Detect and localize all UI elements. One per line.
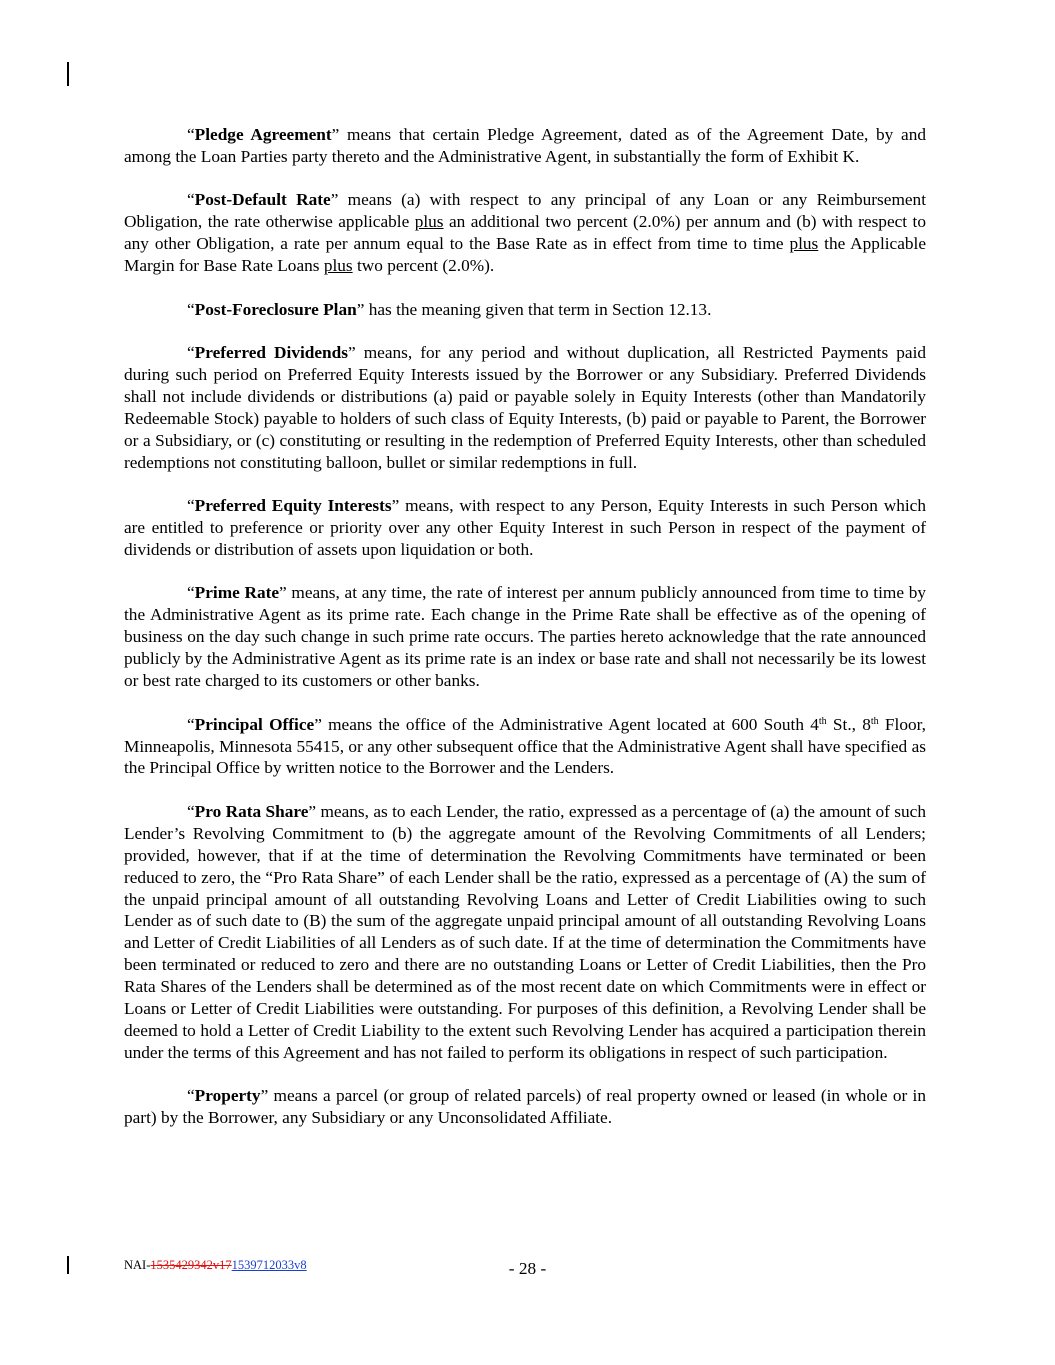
definition-paragraph: “Post-Default Rate” means (a) with respect to any principal of any Loan or any Reimbursement Obligation, the rate otherwise applicable plus an additional two percent (2.0%) per annum and (b) with respect to any other Obligation, a rate per annum equal to the Base Rate as in effect from time to time plus the Applicable Margin for Base Rate Loans plus two percent (2.0%). <box>124 190 926 276</box>
page-number: - 28 - <box>508 1259 547 1278</box>
document-body <box>124 124 926 1151</box>
change-bar-top <box>67 62 69 86</box>
definition-text: means, as to each Lender, the ratio, expressed as a percentage of (a) the amount of such Lender’s Revolving Commitment to (b) the aggregate amount of the Revolving Commitments of all Lenders; provided, however, that if at the time of determination the Revolving Commitments have terminated or been reduced to zero, the “Pro Rata Share” of each Lender shall be the ratio, expressed as a percentage of (A) the sum of the unpaid principal amount of all outstanding Revolving Loans and Letter of Credit Liabilities owing to such Lender as of such date to (B) the sum of the aggregate unpaid principal amount of all outstanding Revolving Loans and Letter of Credit Liabilities of all Lenders as of such date. If at the time of determination the Commitments have been terminated or reduced to zero and there are no outstanding Loans or Letter of Credit Liabilities, then the Pro Rata Shares of the Lenders shall be determined as of the most recent date on which Commitments were in effect or Loans or Letter of Credit Liabilities were outstanding. For purposes of this definition, a Revolving Lender shall be deemed to hold a Letter of Credit Liability to the extent such Revolving Lender has acquired a participation therein under the terms of this Agreement and has not failed to perform its obligations in respect of such participation. <box>124 801 926 1062</box>
doc-id-inserted: 1539712033v8 <box>231 1258 307 1272</box>
definition-text: means the office of the Administrative Agent located at 600 South 4 <box>321 714 819 734</box>
definition-text: two percent (2.0%). <box>352 256 495 276</box>
definition-paragraph: “Preferred Dividends” means, for any period and without duplication, all Restricted Payments paid during such period on Preferred Equity Interests issued by the Borrower or any Subsidiary. Preferred Dividends shall not include dividends or distributions (a) paid or payable solely in Equity Interests (other than Mandatorily Redeemable Stock) payable to holders of such class of Equity Interests, (b) paid or payable to Parent, the Borrower or a Subsidiary, or (c) constituting or resulting in the redemption of Preferred Equity Interests, other than scheduled redemptions not constituting balloon, bullet or similar redemptions in full. <box>124 343 927 472</box>
defined-term: Pledge Agreement <box>194 125 332 144</box>
definition-text: means (a) with respect to any principal of any Loan or any Reimbursement Obligation, the rate otherwise applicable <box>124 190 926 232</box>
underlined-word: plus <box>789 234 819 254</box>
defined-term: Preferred Dividends <box>194 343 348 363</box>
doc-id-deleted: 1535429342v17 <box>150 1258 232 1272</box>
definition-paragraph: “Principal Office” means the office of the Administrative Agent located at 600 South 4th St., 8th Floor, Minneapolis, Minnesota 55415, or any other subsequent office that the Administrative Agent shall have specified as the Principal Office by written notice to the Borrower and the Lenders. <box>124 714 926 778</box>
defined-term: Post-Default Rate <box>194 190 331 210</box>
definition-paragraph: “Pro Rata Share” means, as to each Lender, the ratio, expressed as a percentage of (a) the amount of such Lender’s Revolving Commitment to (b) the aggregate amount of the Revolving Commitments of all Lenders; provided, however, that if at the time of determination the Revolving Commitments have terminated or been reduced to zero, the “Pro Rata Share” of each Lender shall be the ratio, expressed as a percentage of (A) the sum of the unpaid principal amount of all outstanding Revolving Loans and Letter of Credit Liabilities owing to such Lender as of such date to (B) the sum of the aggregate unpaid principal amount of all outstanding Revolving Loans and Letter of Credit Liabilities of all Lenders as of such date. If at the time of determination the Commitments have been terminated or reduced to zero and there are no outstanding Loans or Letter of Credit Liabilities, then the Pro Rata Shares of the Lenders shall be determined as of the most recent date on which Commitments were in effect or Loans or Letter of Credit Liabilities were outstanding. For purposes of this definition, a Revolving Lender shall be deemed to hold a Letter of Credit Liability to the extent such Revolving Lender has acquired a participation therein under the terms of this Agreement and has not failed to perform its obligations in respect of such participation. <box>124 801 926 1062</box>
defined-term: Pro Rata Share <box>194 801 309 821</box>
defined-term: Property <box>194 1086 261 1106</box>
definition-text: means a parcel (or group of related parcels) of real property owned or leased (in whole or in part) by the Borrower, any Subsidiary or any Unconsolidated Affiliate. <box>124 1086 926 1128</box>
definition-text: means, with respect to any Person, Equity Interests in such Person which are entitled to preference or priority over any other Equity Interest in such Person in respect of the payment of dividends or distribution of assets upon liquidation or both. <box>124 496 926 559</box>
definition-text: means that certain Pledge Agreement, dated as of the Agreement Date, by and among the Loan Parties party thereto and the Administrative Agent, in substantially the form of Exhibit K. <box>124 125 926 166</box>
definition-paragraph: “Preferred Equity Interests” means, with respect to any Person, Equity Interests in such Person which are entitled to preference or priority over any other Equity Interest in such Person in respect of the payment of dividends or distribution of assets upon liquidation or both. <box>124 496 926 559</box>
defined-term: Principal Office <box>194 714 315 734</box>
underlined-word: plus <box>414 212 444 232</box>
definition-paragraph: “Prime Rate” means, at any time, the rate of interest per annum publicly announced from time to time by the Administrative Agent as its prime rate. Each change in the Prime Rate shall be effective as of the opening of business on the day such change in such prime rate occurs. The parties hereto acknowledge that the rate announced publicly by the Administrative Agent as its prime rate is an index or base rate and shall not necessarily be its lowest or best rate charged to its customers or other banks. <box>124 583 926 691</box>
definition-text: the Applicable Margin for Base Rate Loans <box>124 234 926 276</box>
defined-term: Prime Rate <box>194 583 280 603</box>
definition-paragraph: “Pledge Agreement” means that certain Pledge Agreement, dated as of the Agreement Date, by and among the Loan Parties party thereto and the Administrative Agent, in substantially the form of Exhibit K. <box>124 125 926 166</box>
definition-paragraph: “Property” means a parcel (or group of related parcels) of real property owned or leased (in whole or in part) by the Borrower, any Subsidiary or any Unconsolidated Affiliate. <box>124 1086 926 1128</box>
definition-text: means, at any time, the rate of interest per annum publicly announced from time to time by the Administrative Agent as its prime rate. Each change in the Prime Rate shall be effective as of the opening of business on the day such change in such prime rate occurs. The parties hereto acknowledge that the rate announced publicly by the Administrative Agent as its prime rate is an index or base rate and shall not necessarily be its lowest or best rate charged to its customers or other banks. <box>124 583 926 691</box>
doc-id-prefix: NAI- <box>124 1258 151 1272</box>
definition-text: has the meaning given that term in Section 12.13. <box>364 299 712 319</box>
defined-term: Preferred Equity Interests <box>194 496 392 516</box>
definition-text: St., 8 <box>826 714 871 734</box>
underlined-word: plus <box>323 256 353 276</box>
ordinal-superscript: th <box>870 715 879 727</box>
definition-text: means, for any period and without duplication, all Restricted Payments paid during such period on Preferred Equity Interests issued by the Borrower or any Subsidiary. Preferred Dividends shall not include dividends or distributions (a) paid or payable solely in Equity Interests (other than Mandatorily Redeemable Stock) payable to holders of such class of Equity Interests, (b) paid or payable to Parent, the Borrower or a Subsidiary, or (c) constituting or resulting in the redemption of Preferred Equity Interests, other than scheduled redemptions not constituting balloon, bullet or similar redemptions in full. <box>124 343 927 472</box>
definition-paragraph: “Post-Foreclosure Plan” has the meaning given that term in Section 12.13. <box>187 299 712 319</box>
definition-text: Floor, Minneapolis, Minnesota 55415, or any other subsequent office that the Administrative Agent shall have specified as the Principal Office by written notice to the Borrower and the Lenders. <box>124 714 926 778</box>
ordinal-superscript: th <box>818 715 827 727</box>
definition-text: an additional two percent (2.0%) per annum and (b) with respect to any other Obligation, a rate per annum equal to the Base Rate as in effect from time to time <box>124 212 926 254</box>
defined-term: Post-Foreclosure Plan <box>194 299 357 319</box>
